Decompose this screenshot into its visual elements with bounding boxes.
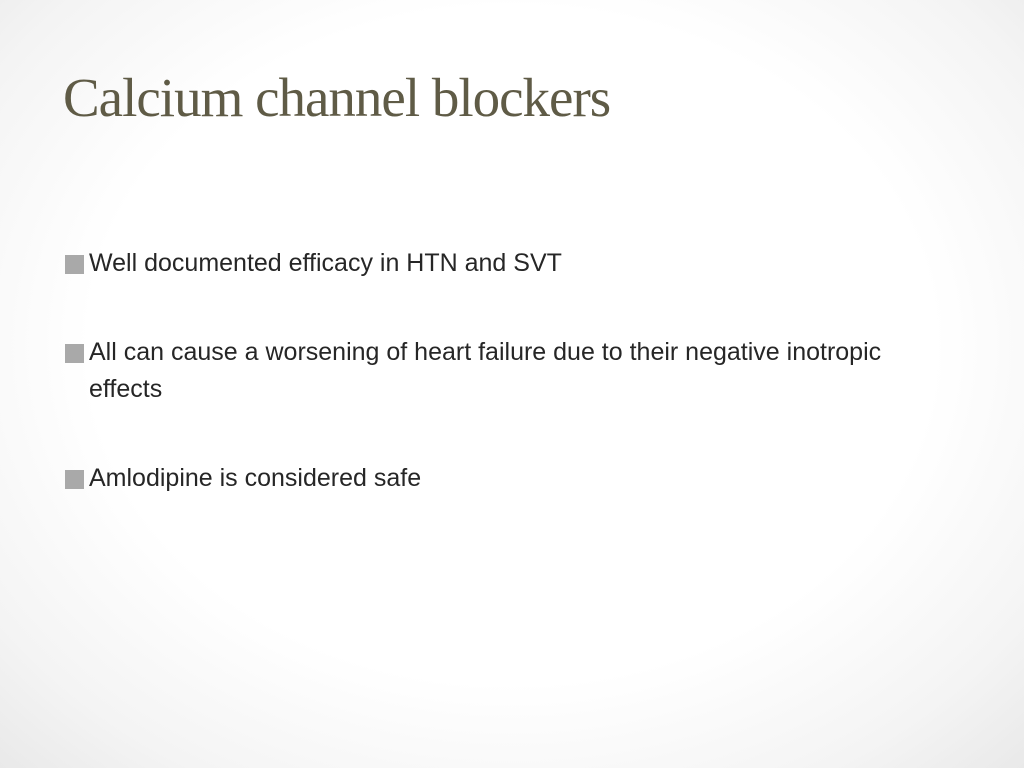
square-bullet-icon (65, 344, 84, 363)
bullet-list (63, 245, 893, 497)
bullet-text: Amlodipine is considered safe (89, 464, 422, 492)
bullet-item (63, 460, 893, 497)
bullet-text: All can cause a worsening of heart failure due to their negative inotropic effects (89, 338, 882, 403)
square-bullet-icon (65, 255, 84, 274)
square-bullet-icon (65, 470, 84, 489)
slide-title: Calcium channel blockers (63, 67, 611, 128)
bullet-text: Well documented efficacy in HTN and SVT (89, 249, 562, 277)
bullet-item (63, 334, 893, 408)
bullet-item (63, 245, 893, 282)
